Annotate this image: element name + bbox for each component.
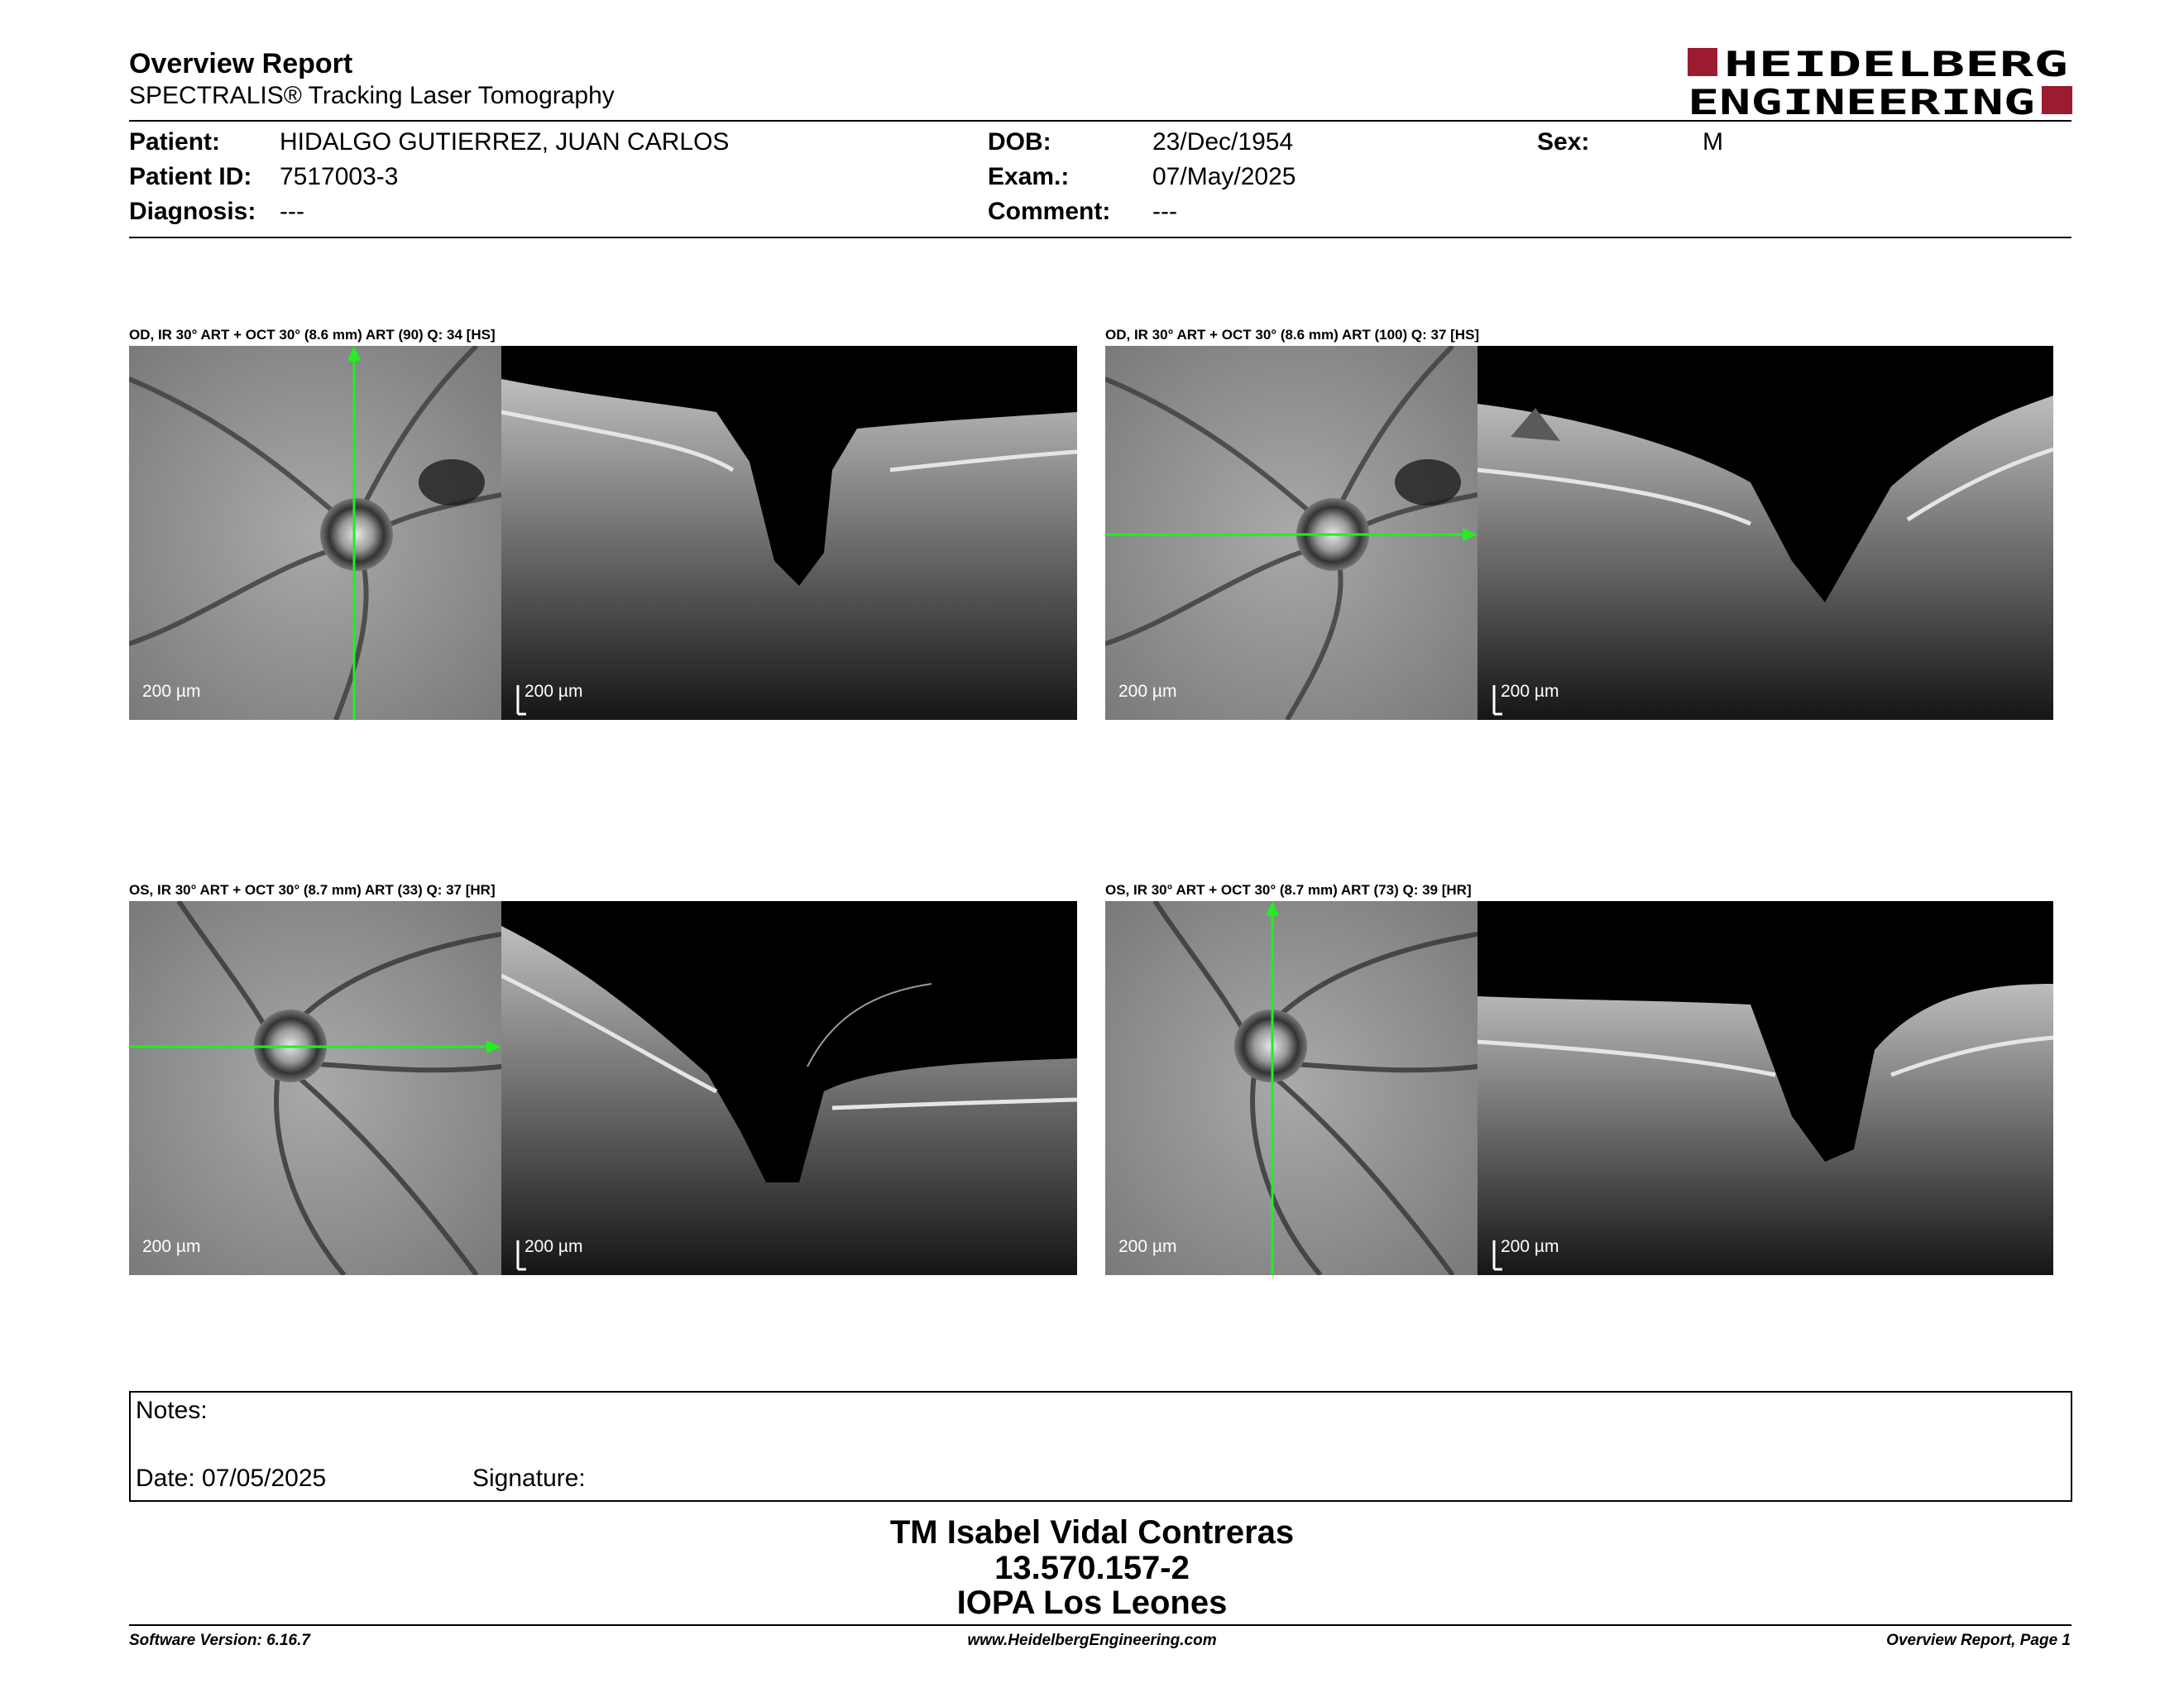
ir-scale-label: 200 µm: [1118, 682, 1177, 701]
oct-scale-label: 200 µm: [524, 682, 583, 701]
diagnosis-label: Diagnosis:: [129, 198, 256, 225]
exam-value: 07/May/2025: [1152, 163, 1296, 190]
sex-value: M: [1703, 128, 1723, 156]
website-link: www.HeidelbergEngineering.com: [967, 1632, 1217, 1649]
heidelberg-logo: [1688, 45, 2072, 119]
scan-caption: OD, IR 30° ART + OCT 30° (8.6 mm) ART (100) Q: 37 [HS]: [1105, 327, 1480, 343]
comment-value: ---: [1152, 198, 1177, 225]
patient-id-label: Patient ID:: [129, 163, 252, 190]
footer-divider: [129, 1624, 2071, 1626]
ir-fundus-image: [129, 346, 501, 720]
software-version: Software Version: 6.16.7: [129, 1632, 310, 1649]
page-number: Overview Report, Page 1: [1886, 1632, 2071, 1649]
oct-scale-label: 200 µm: [524, 1237, 583, 1256]
patient-name: HIDALGO GUTIERREZ, JUAN CARLOS: [280, 128, 730, 156]
notes-label: Notes:: [136, 1397, 208, 1424]
ir-fundus-image: [1105, 346, 1478, 720]
oct-bscan-image: [501, 346, 1077, 720]
ir-scale-label: 200 µm: [142, 682, 201, 701]
logo-line1: HEIDELBERG: [1724, 45, 2068, 84]
patient-label: Patient:: [129, 128, 221, 156]
report-subtitle: SPECTRALIS® Tracking Laser Tomography: [129, 82, 615, 109]
oct-scale-label: 200 µm: [1501, 682, 1559, 701]
signature-label: Signature:: [472, 1465, 586, 1492]
dob-label: DOB:: [988, 128, 1051, 156]
dob-value: 23/Dec/1954: [1152, 128, 1294, 156]
stamp-institution: IOPA Los Leones: [956, 1585, 1228, 1621]
ir-scale-label: 200 µm: [1118, 1237, 1177, 1256]
scan-caption: OS, IR 30° ART + OCT 30° (8.7 mm) ART (33) Q: 37 [HR]: [129, 882, 496, 898]
exam-label: Exam.:: [988, 163, 1070, 190]
stamp-name: TM Isabel Vidal Contreras: [889, 1514, 1295, 1551]
patient-divider: [129, 237, 2071, 238]
report-title: Overview Report: [129, 48, 353, 79]
logo-line2: ENGINEERING: [1688, 82, 2035, 119]
oct-scale-label: 200 µm: [1501, 1237, 1559, 1256]
diagnosis-value: ---: [280, 198, 304, 225]
ir-fundus-image: [129, 901, 501, 1275]
comment-label: Comment:: [988, 198, 1111, 225]
ir-fundus-image: [1105, 901, 1478, 1275]
scan-caption: OS, IR 30° ART + OCT 30° (8.7 mm) ART (73) Q: 39 [HR]: [1105, 882, 1472, 898]
notes-date: Date: 07/05/2025: [136, 1465, 327, 1492]
patient-id-value: 7517003-3: [280, 163, 399, 190]
oct-bscan-image: [1478, 346, 2053, 720]
oct-bscan-image: [501, 901, 1077, 1275]
header-divider: [129, 120, 2071, 122]
ir-scale-label: 200 µm: [142, 1237, 201, 1256]
sex-label: Sex:: [1537, 128, 1590, 156]
notes-box: [129, 1391, 2072, 1502]
oct-bscan-image: [1478, 901, 2053, 1275]
stamp-id: 13.570.157-2: [994, 1550, 1190, 1586]
scan-caption: OD, IR 30° ART + OCT 30° (8.6 mm) ART (90) Q: 34 [HS]: [129, 327, 496, 343]
